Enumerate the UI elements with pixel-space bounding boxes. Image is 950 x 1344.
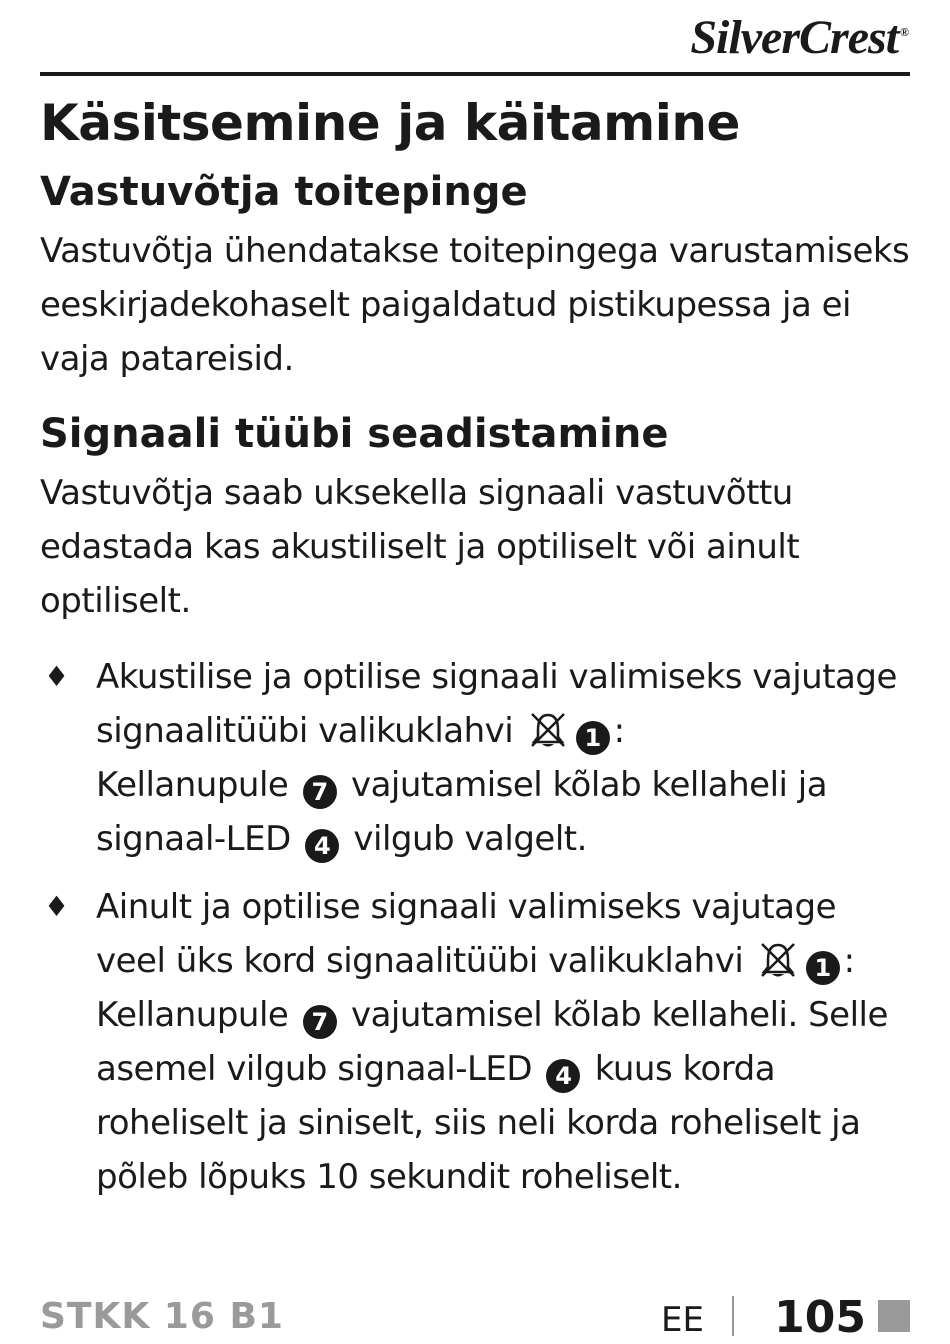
diamond-bullet-icon: ♦ (44, 660, 69, 693)
ref-number-badge: 1 (576, 721, 610, 755)
brand-name: SilverCrest (690, 11, 899, 64)
bullet-text: Kellanupule (96, 995, 289, 1035)
bullet-text: Kellanupule (96, 765, 289, 805)
bell-muted-icon (528, 710, 568, 750)
bullet-text: kuus korda roheliselt ja siniselt, siis neli korda roheliselt ja põleb lõpuks 10 sekundit roheliselt. (96, 1049, 861, 1197)
section-heading-signal-type: Signaali tüübi seadistamine (40, 411, 669, 457)
registered-mark: ® (900, 25, 908, 39)
bullet-text: Ainult ja optilise signaali valimiseks vajutage veel üks kord signaalitüübi valikuklahvi (96, 887, 837, 981)
list-item (40, 880, 910, 1204)
page-number: 105 (774, 1292, 866, 1343)
model-number: STKK 16 B1 (40, 1296, 284, 1337)
bullet-text: vajutamisel kõlab kellaheli ja signaal-LED (96, 765, 828, 859)
section-text-signal-type: Vastuvõtja saab uksekella signaali vastuvõttu edastada kas akustiliselt ja optiliselt või ainult optiliselt. (40, 473, 800, 621)
list-item (40, 650, 910, 866)
bullet-text: vajutamisel kõlab kellaheli. Selle asemel vilgub signaal-LED (96, 995, 888, 1089)
diamond-bullet-icon: ♦ (44, 890, 69, 923)
bullet-text: vilgub valgelt. (353, 819, 587, 859)
bullet-text: : (613, 711, 625, 751)
ref-number-badge: 7 (303, 1005, 337, 1039)
ref-number-badge: 4 (546, 1059, 580, 1093)
main-content (40, 92, 910, 1218)
bell-muted-icon (758, 940, 798, 980)
ref-number-badge: 7 (303, 775, 337, 809)
brand-logo (690, 10, 908, 65)
gray-square-marker (878, 1300, 910, 1332)
header-rule (40, 72, 910, 76)
footer-divider (732, 1296, 734, 1336)
bullet-text: : (843, 941, 855, 981)
language-code: EE (661, 1300, 704, 1340)
page-footer (40, 1290, 910, 1343)
bullet-text: Akustilise ja optilise signaali valimiseks vajutage signaalitüübi valikuklahvi (96, 657, 897, 751)
ref-number-badge: 1 (806, 951, 840, 985)
section-heading-power: Vastuvõtja toitepinge (40, 169, 528, 215)
page-title: Käsitsemine ja käitamine (40, 94, 740, 152)
instruction-list (40, 650, 910, 1204)
section-text-power: Vastuvõtja ühendatakse toitepingega varustamiseks eeskirjadekohaselt paigaldatud pistikupessa ja ei vaja patareisid. (40, 231, 910, 379)
ref-number-badge: 4 (305, 829, 339, 863)
